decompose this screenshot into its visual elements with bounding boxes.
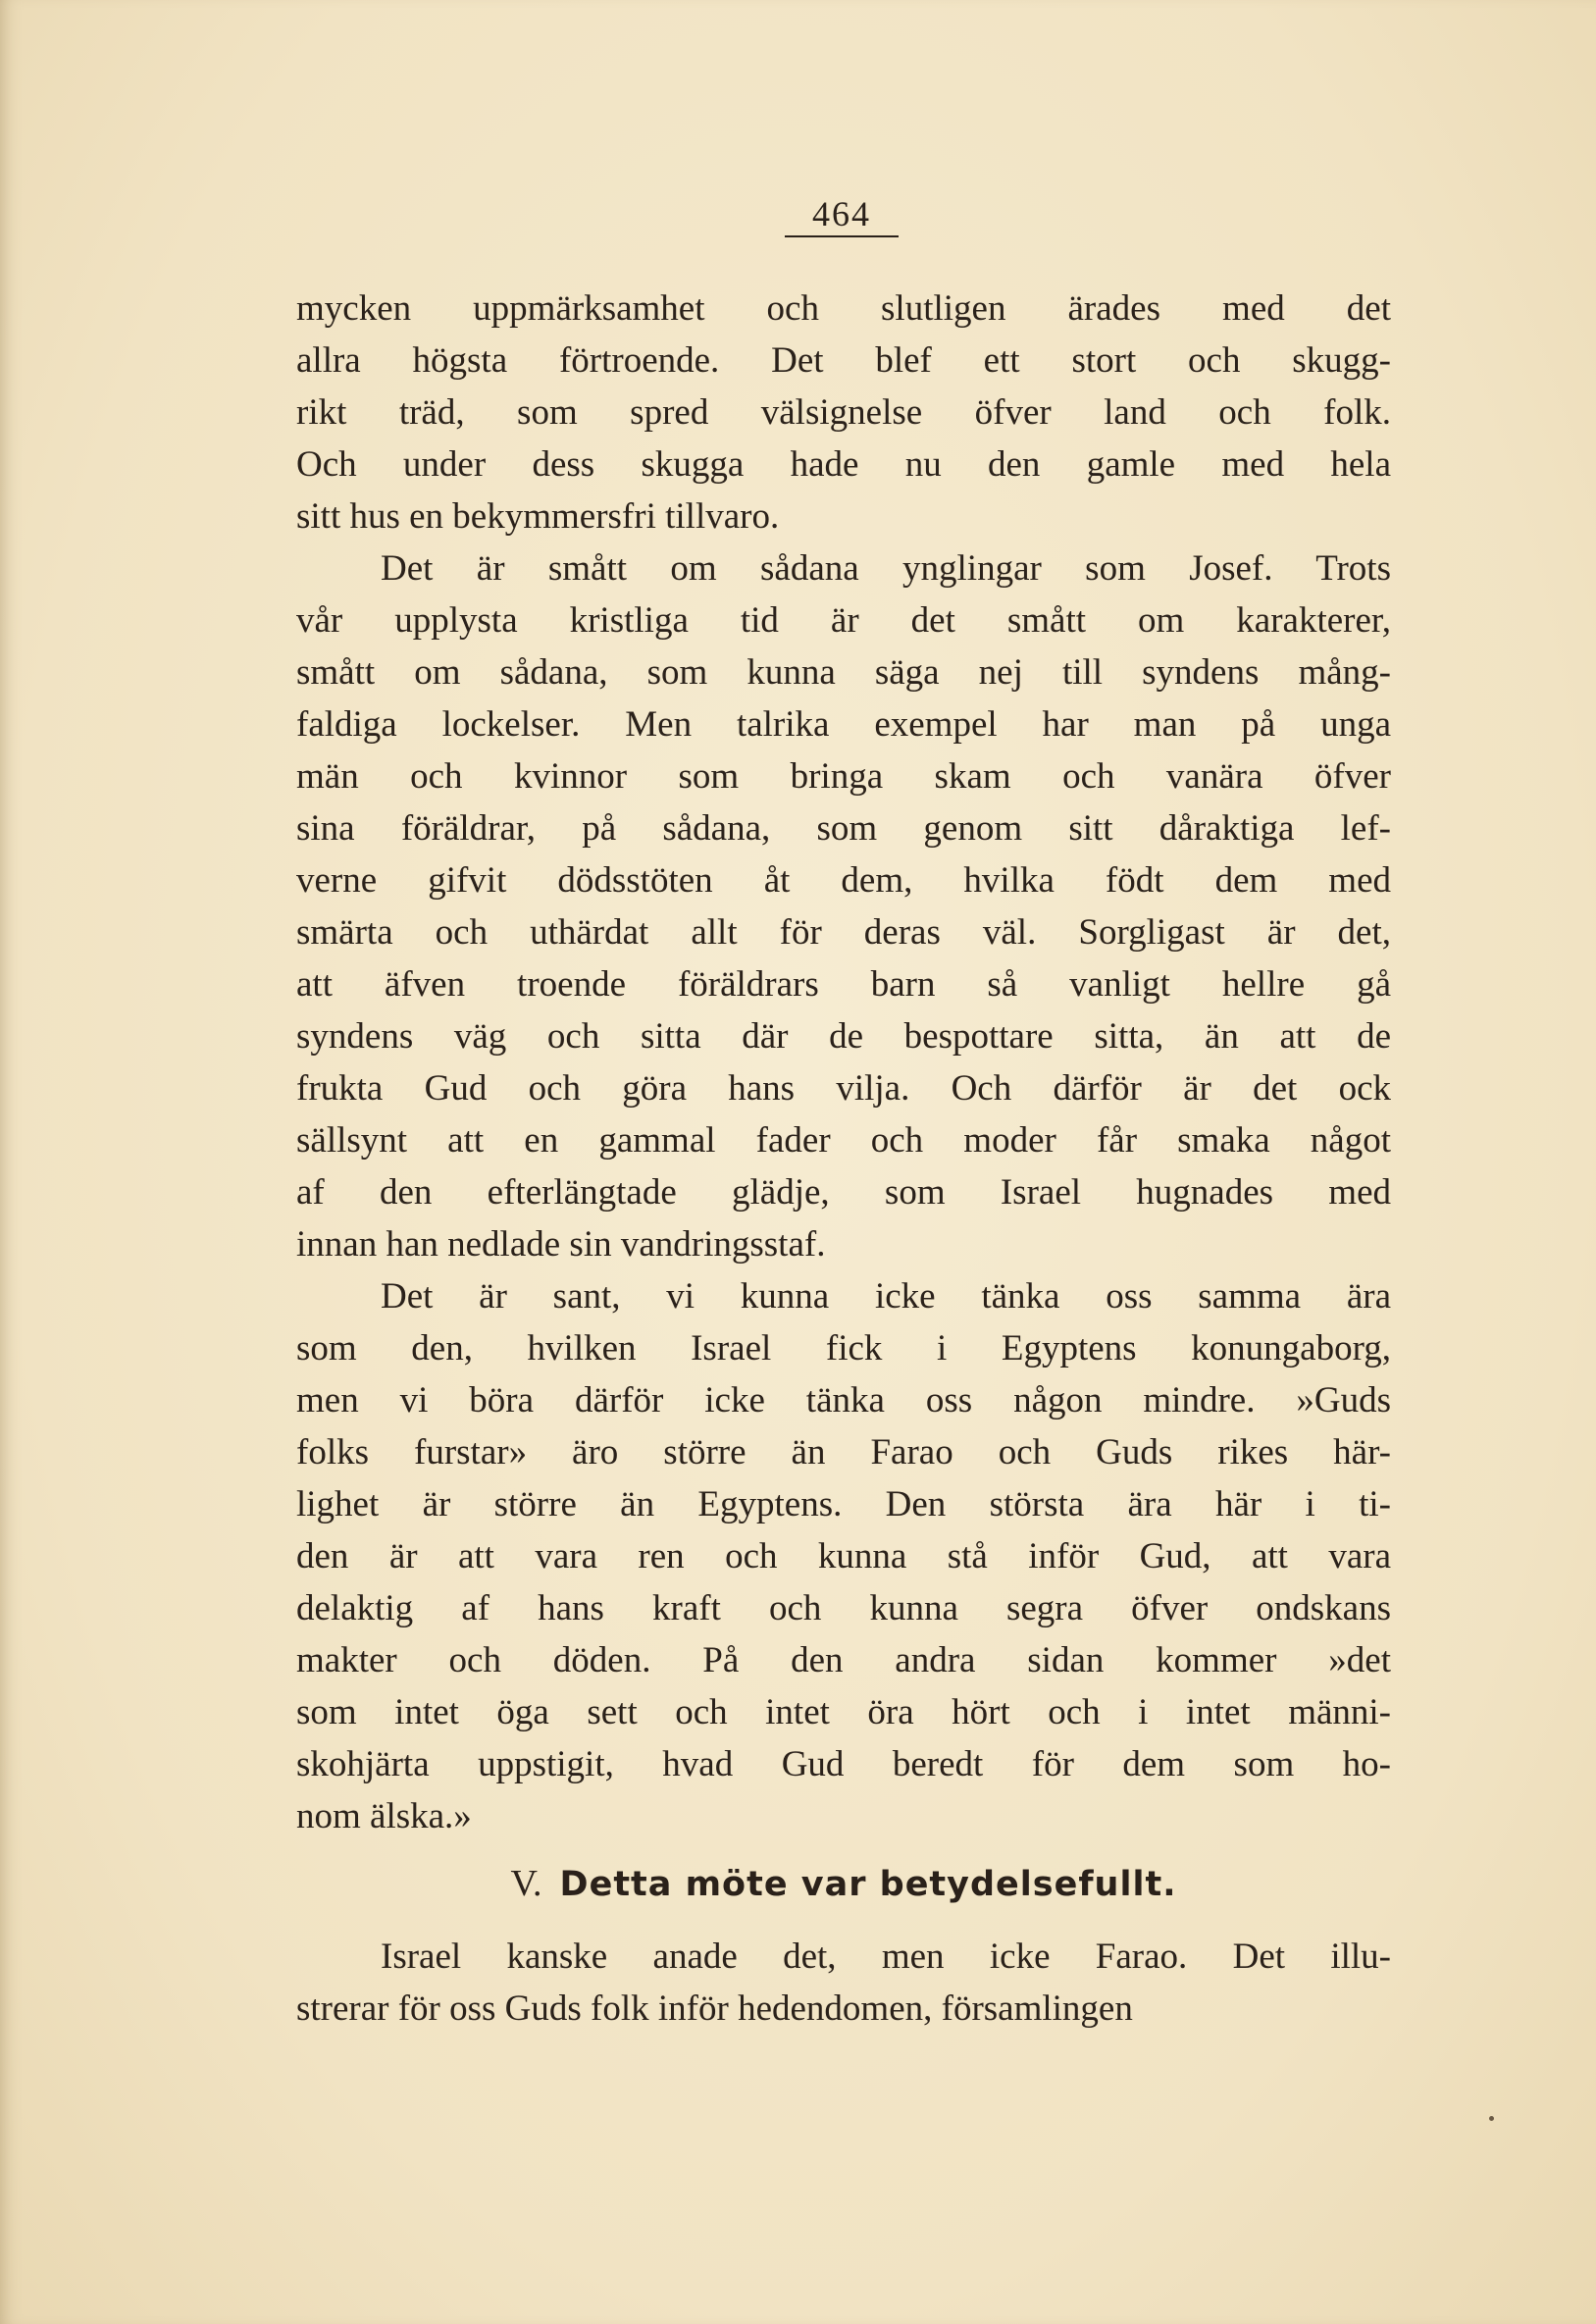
- text-line: allra högsta förtroende. Det blef ett stort och skugg-: [296, 340, 1391, 381]
- ink-speck: [1489, 2116, 1494, 2121]
- text-line: faldiga lockelser. Men talrika exempel har man på unga: [296, 704, 1391, 745]
- paragraph: [296, 1270, 1391, 1842]
- text-line: rikt träd, som spred välsignelse öfver land och folk.: [296, 392, 1391, 433]
- text-line: lighet är större än Egyptens. Den största ära här i ti-: [296, 1484, 1391, 1524]
- text-line: sitt hus en bekymmersfri tillvaro.: [296, 496, 780, 537]
- page-number: 464: [785, 192, 899, 237]
- text-line: män och kvinnor som bringa skam och vanära öfver: [296, 756, 1391, 797]
- text-line: mycken uppmärksamhet och slutligen ärades med det: [296, 288, 1391, 329]
- text-line: syndens väg och sitta där de bespottare sitta, än att de: [296, 1016, 1391, 1057]
- section-heading: [296, 1842, 1391, 1931]
- text-line: folks furstar» äro större än Farao och Guds rikes här-: [296, 1432, 1391, 1472]
- section-numeral: V.: [510, 1863, 542, 1904]
- text-line: som intet öga sett och intet öra hört och i intet männi-: [296, 1692, 1391, 1732]
- text-line: den är att vara ren och kunna stå inför Gud, att vara: [296, 1536, 1391, 1576]
- text-line: makter och döden. På den andra sidan kommer »det: [296, 1640, 1391, 1680]
- text-line: Det är sant, vi kunna icke tänka oss samma ära: [381, 1276, 1391, 1317]
- text-line: vår upplysta kristliga tid är det smått om karakterer,: [296, 600, 1391, 641]
- text-line: af den efterlängtade glädje, som Israel hugnades med: [296, 1172, 1391, 1213]
- paragraph: [296, 1931, 1391, 2035]
- paragraph: [296, 283, 1391, 542]
- text-line: men vi böra därför icke tänka oss någon mindre. »Guds: [296, 1380, 1391, 1420]
- text-line: strerar för oss Guds folk inför hedendomen, församlingen: [296, 1988, 1133, 2029]
- text-line: smått om sådana, som kunna säga nej till syndens mång-: [296, 652, 1391, 693]
- text-line: Det är smått om sådana ynglingar som Josef. Trots: [381, 548, 1391, 589]
- text-line: skohjärta uppstigit, hvad Gud beredt för dem som ho-: [296, 1744, 1391, 1784]
- text-line: Israel kanske anade det, men icke Farao. Det illu-: [381, 1937, 1391, 1977]
- text-line: innan han nedlade sin vandringsstaf.: [296, 1224, 826, 1265]
- text-line: som den, hvilken Israel fick i Egyptens konungaborg,: [296, 1328, 1391, 1369]
- text-line: smärta och uthärdat allt för deras väl. Sorgligast är det,: [296, 912, 1391, 953]
- text-line: sina föräldrar, på sådana, som genom sitt dåraktiga lef-: [296, 808, 1391, 849]
- text-line: sällsynt att en gammal fader och moder får smaka något: [296, 1120, 1391, 1161]
- text-line: verne gifvit dödsstöten åt dem, hvilka födt dem med: [296, 860, 1391, 901]
- body-text: [296, 283, 1391, 2035]
- section-title: Detta möte var betydelsefullt.: [559, 1865, 1177, 1904]
- text-line: frukta Gud och göra hans vilja. Och därför är det ock: [296, 1068, 1391, 1109]
- text-line: att äfven troende föräldrars barn så vanligt hellre gå: [296, 964, 1391, 1005]
- paragraph: [296, 542, 1391, 1270]
- text-line: Och under dess skugga hade nu den gamle med hela: [296, 444, 1391, 485]
- text-line: nom älska.»: [296, 1796, 472, 1836]
- text-line: delaktig af hans kraft och kunna segra öfver ondskans: [296, 1588, 1391, 1628]
